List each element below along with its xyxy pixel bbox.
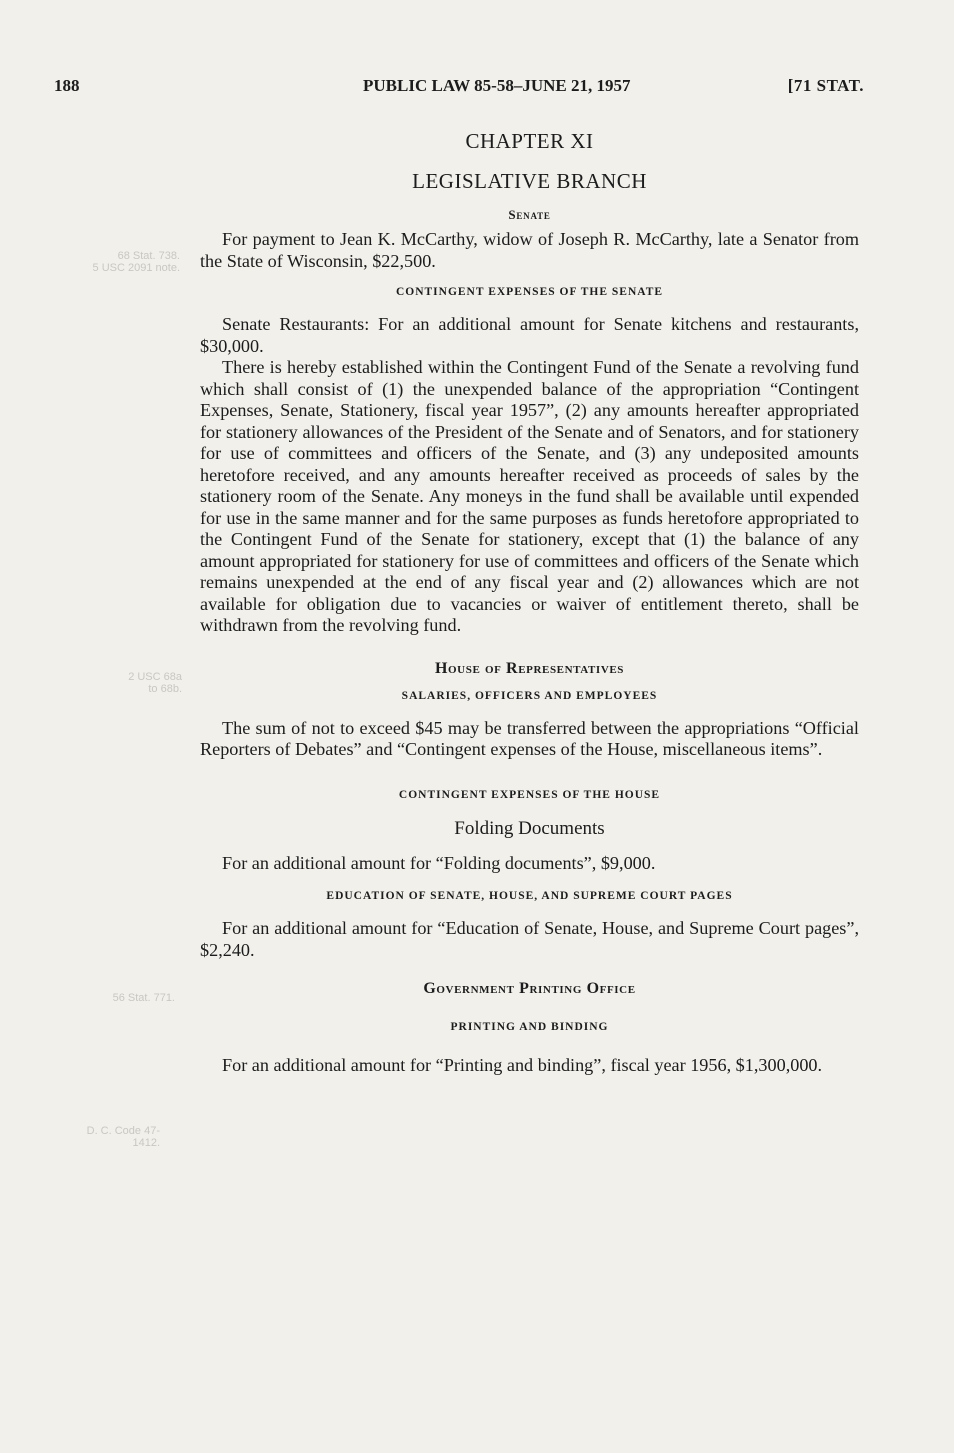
- printing-binding-paragraph: For an additional amount for “Printing and binding”, fiscal year 1956, $1,300,000.: [222, 1055, 823, 1075]
- senate-contingent-heading: CONTINGENT EXPENSES OF THE SENATE: [395, 286, 664, 298]
- margin-note-2: 2 USC 68a to 68b.: [128, 671, 182, 695]
- folding-documents-heading: Folding Documents: [454, 817, 605, 839]
- senate-heading: Senate: [508, 207, 551, 222]
- chapter-title: CHAPTER XI: [465, 129, 594, 153]
- branch-title: LEGISLATIVE BRANCH: [412, 169, 647, 193]
- senate-restaurants-paragraph: Senate Restaurants: For an additional amount for Senate kitchens and restaurants, $30,000.: [200, 314, 859, 356]
- folding-documents-paragraph: For an additional amount for “Folding documents”, $9,000.: [222, 852, 656, 873]
- margin-note-1: 68 Stat. 738. 5 USC 2091 note.: [92, 250, 180, 274]
- house-salaries-paragraph: The sum of not to exceed $45 may be transferred between the appropriations “Official Reporters of Debates” and “Contingent expenses of the House, miscellaneous items”.: [200, 717, 859, 759]
- gpo-heading: Government Printing Office: [423, 980, 636, 997]
- page-number: 188: [54, 76, 80, 95]
- house-salaries-heading: SALARIES, OFFICERS AND EMPLOYEES: [401, 689, 658, 702]
- house-heading: House of Representatives: [434, 659, 625, 677]
- margin-note-3: 56 Stat. 771.: [112, 992, 175, 1004]
- header-title: PUBLIC LAW 85-58–JUNE 21, 1957: [363, 76, 631, 95]
- printing-binding-heading: PRINTING AND BINDING: [450, 1021, 609, 1033]
- house-contingent-heading: CONTINGENT EXPENSES OF THE HOUSE: [398, 788, 661, 801]
- revolving-fund-paragraph: There is hereby established within the Contingent Fund of the Senate a revolving fund which shall consist of (1) the unexpended balance of the appropriation “Contingent Expenses, Senate, Stationery, fiscal year 1957”, (2) any amounts hereafter appropriated for stationery allowances of the President of the Senate and of Senators, and for stationery for use of committees and officers of the Senate, and (3) any undeposited amounts heretofore received, and any amounts hereafter received as proceeds of sales by the stationery room of the Senate. Any moneys in the fund shall be available until expended for use in the same manner and for the same purposes as funds heretofore appropriated to the Contingent Fund of the Senate for stationery, except that (1) the balance of any amount appropriated for stationery for use of committees and officers of the Senate which remains unexpended at the end of any fiscal year and (2) allowances which are not available for obligation due to vacancies or waiver of entitlement thereto, shall be withdrawn from the revolving fund.: [200, 357, 859, 635]
- margin-note-4: D. C. Code 47- 1412.: [86, 1125, 160, 1149]
- volume-reference: [71 STAT.: [787, 76, 864, 95]
- main-content: [200, 124, 859, 1077]
- running-header: [54, 76, 864, 100]
- education-pages-heading: EDUCATION OF SENATE, HOUSE, AND SUPREME COURT PAGES: [326, 890, 733, 902]
- education-pages-paragraph: For an additional amount for “Education of Senate, House, and Supreme Court pages”, $2,240.: [200, 918, 859, 960]
- mccarthy-payment-paragraph: For payment to Jean K. McCarthy, widow of Joseph R. McCarthy, late a Senator from the State of Wisconsin, $22,500.: [200, 229, 859, 271]
